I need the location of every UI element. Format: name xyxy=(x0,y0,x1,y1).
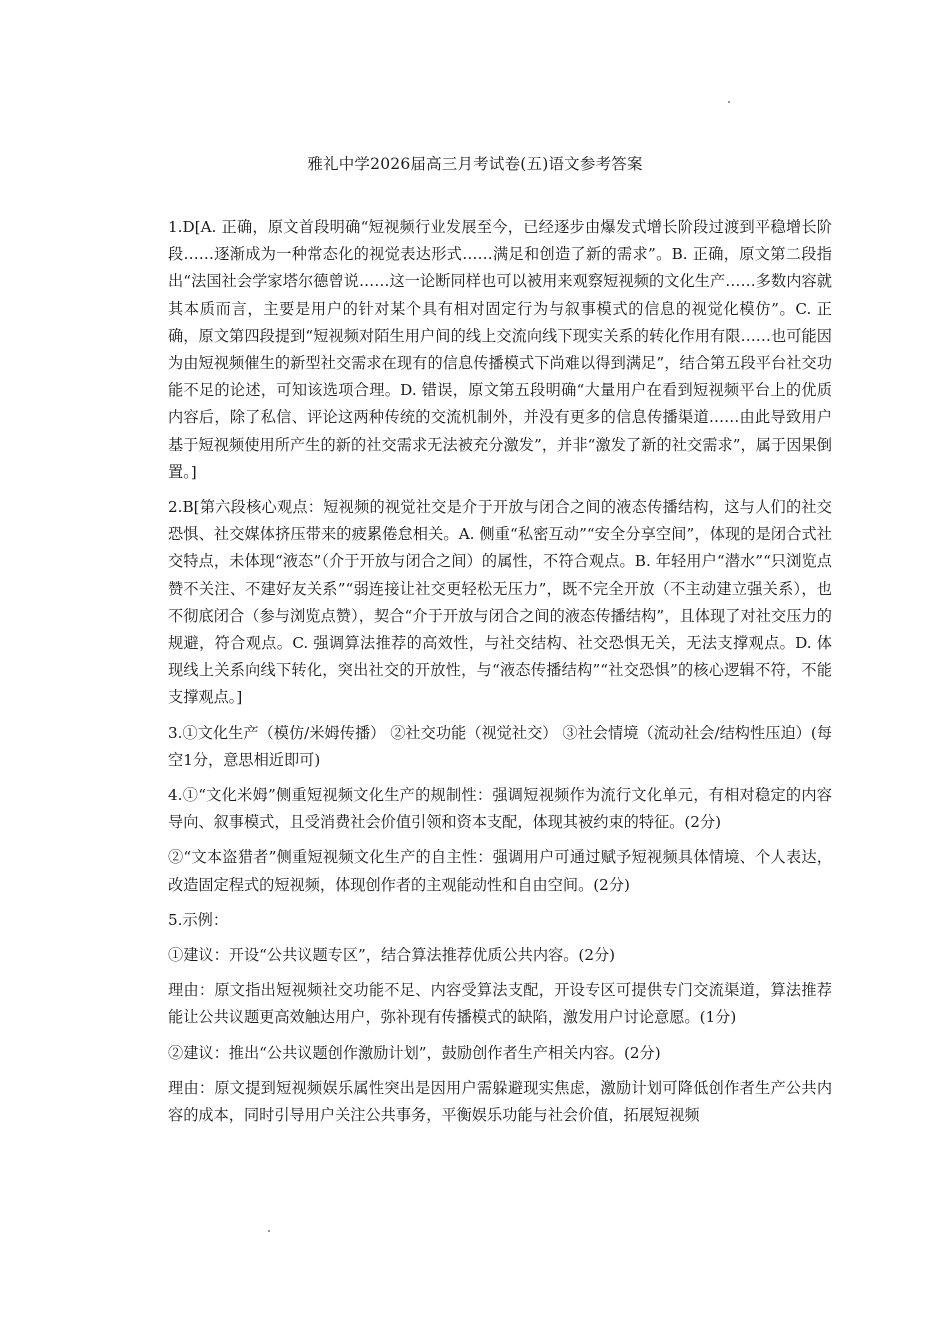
answer-body xyxy=(168,214,832,1137)
answer-1-paragraph: 1.D[A. 正确，原文首段明确“短视频行业发展至今，已经逐步由爆发式增长阶段过渡到平稳增长阶段……逐渐成为一种常态化的视觉表达形式……满足和创造了新的需求”。B. 正确，原文第二段指出“法国社会学家塔尔德曾说……这一论断同样也可以被用来观察短视频的文化生产……多数内容就其本质而言，主要是用户的针对某个具有相对固定行为与叙事模式的信息的视觉化模仿”。C. 正确，原文第四段提到“短视频对陌生用户间的线上交流向线下现实关系的转化作用有限……也可能因为由短视频催生的新型社交需求在现有的信息传播模式下尚难以得到满足”，结合第五段平台社交功能不足的论述，可知该选项合理。D. 错误，原文第五段明确“大量用户在看到短视频平台上的优质内容后，除了私信、评论这两种传统的交流机制外，并没有更多的信息传播渠道……由此导致用户基于短视频使用所产生的新的社交需求无法被充分激发”，并非“激发了新的社交需求”，属于因果倒置。] xyxy=(168,218,832,481)
answer-5-suggestion-2: ②建议：推出“公共议题创作激励计划”，鼓励创作者生产相关内容。(2分) xyxy=(168,1043,661,1062)
answer-2-paragraph: 2.B[第六段核心观点：短视频的视觉社交是介于开放与闭合之间的液态传播结构，这与人们的社交恐惧、社交媒体挤压带来的疲累倦怠相关。A. 侧重“私密互动”“安全分享空间”，体现的是闭合式社交特点，未体现“液态”（介于开放与闭合之间）的属性，不符合观点。B. 年轻用户“潜水”“只浏览点赞不关注、不建好友关系”“弱连接让社交更轻松无压力”，既不完全开放（不主动建立强关系），也不彻底闭合（参与浏览点赞），契合“介于开放与闭合之间的液态传播结构”，且体现了对社交压力的规避，符合观点。C. 强调算法推荐的高效性，与社交结构、社交恐惧无关，无法支撑观点。D. 体现线上关系向线下转化，突出社交的开放性，与“液态传播结构”“社交恐惧”的核心逻辑不符，不能支撑观点。] xyxy=(168,498,832,707)
scan-dot xyxy=(728,101,730,103)
document-title: 雅礼中学2026届高三月考试卷(五)语文参考答案 xyxy=(307,155,643,173)
answer-4-part-1-paragraph: 4.①“文化米姆”侧重短视频文化生产的规制性：强调短视频作为流行文化单元，有相对稳定的内容导向、叙事模式，且受消费社会价值引领和资本支配，体现其被约束的特征。(2分) xyxy=(168,786,832,832)
answer-5-heading: 5.示例： xyxy=(168,910,229,929)
answer-5-reason-1: 理由：原文指出短视频社交功能不足、内容受算法支配，开设专区可提供专门交流渠道，算法推荐能让公共议题更高效触达用户，弥补现有传播模式的缺陷，激发用户讨论意愿。(1分) xyxy=(168,981,832,1027)
scan-dot xyxy=(268,1230,270,1232)
answer-5-suggestion-1: ①建议：开设“公共议题专区”，结合算法推荐优质公共内容。(2分) xyxy=(168,946,616,965)
answer-3-paragraph: 3.①文化生产（模仿/米姆传播） ②社交功能（视觉社交） ③社会情境（流动社会/结构性压迫）(每空1分，意思相近即可) xyxy=(168,723,832,769)
answer-5-reason-2: 理由：原文提到短视频娱乐属性突出是因用户需躲避现实焦虑，激励计划可降低创作者生产公共内容的成本，同时引导用户关注公共事务，平衡娱乐功能与社会价值，拓展短视频 xyxy=(168,1078,832,1125)
answer-4-part-2-paragraph: ②“文本盗猎者”侧重短视频文化生产的自主性：强调用户可通过赋予短视频具体情境、个人表达，改造固定程式的短视频，体现创作者的主观能动性和自由空间。(2分) xyxy=(168,848,832,894)
